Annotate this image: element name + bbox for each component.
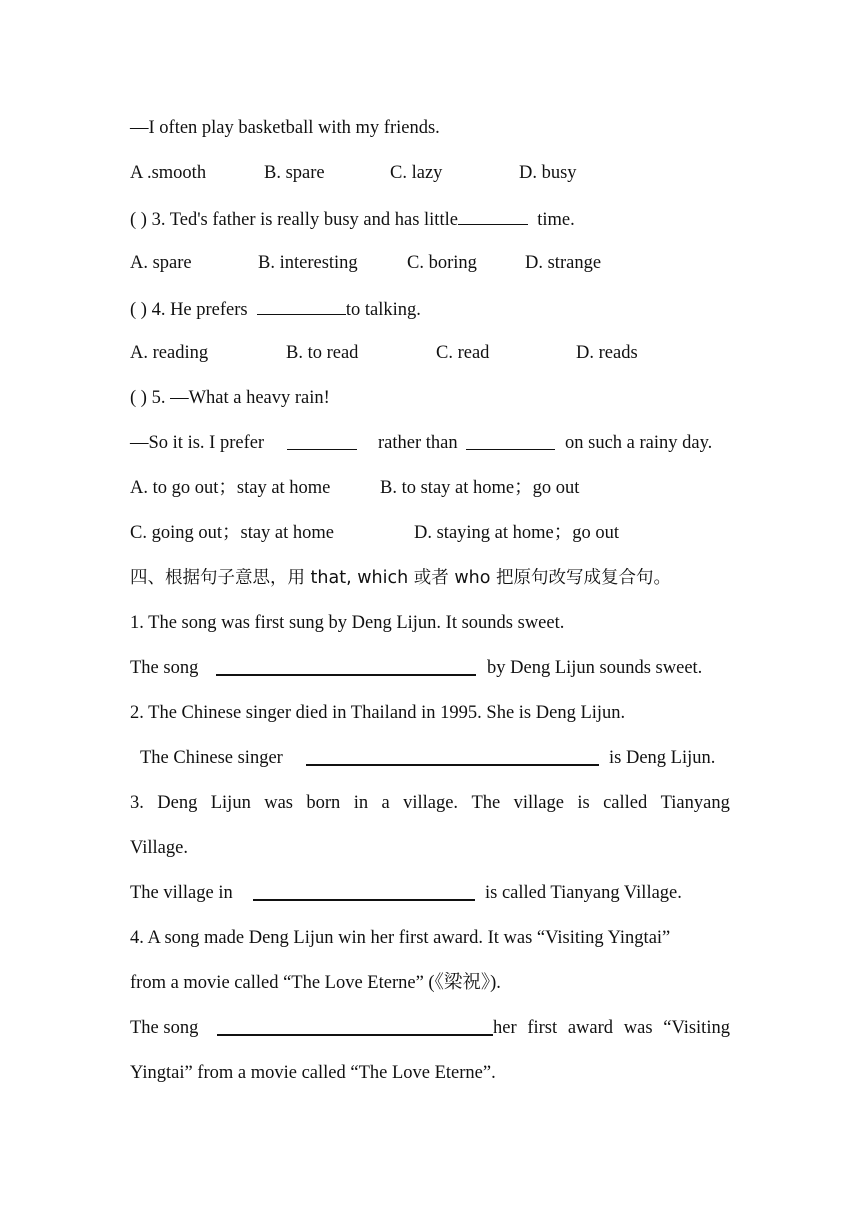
option-c[interactable]: C. boring bbox=[407, 253, 477, 273]
option-d[interactable]: D. busy bbox=[519, 163, 577, 183]
sentence-4-line-2: from a movie called “The Love Eterne” (《梁祝》). bbox=[130, 973, 501, 993]
rewrite-blank[interactable] bbox=[253, 881, 475, 901]
option-b[interactable]: B. to read bbox=[286, 343, 359, 363]
option-a[interactable]: A. spare bbox=[130, 253, 192, 273]
option-d[interactable]: D. strange bbox=[525, 253, 602, 273]
sentence-3-continued: Village. bbox=[130, 838, 188, 858]
sentence-3: 3. Deng Lijun was born in a village. The village is called Tianyang bbox=[130, 793, 730, 813]
sentence-1: 1. The song was first sung by Deng Lijun. It sounds sweet. bbox=[130, 613, 565, 633]
answer-blank-2[interactable] bbox=[466, 431, 555, 450]
sentence-4-rewrite-continued: Yingtai” from a movie called “The Love Eterne”. bbox=[130, 1063, 496, 1083]
option-c[interactable]: C. read bbox=[436, 343, 490, 363]
sentence-4-rewrite-tail: her first award was “Visiting bbox=[493, 1018, 730, 1038]
question-4-stem: ( ) 4. He prefers to talking. bbox=[130, 296, 730, 322]
answer-blank[interactable] bbox=[257, 296, 346, 315]
option-d[interactable]: D. reads bbox=[576, 343, 638, 363]
answer-blank-1[interactable] bbox=[287, 431, 357, 450]
rewrite-blank[interactable] bbox=[216, 656, 476, 676]
sentence-4-line-1: 4. A song made Deng Lijun win her first award. It was “Visiting Yingtai” bbox=[130, 928, 671, 948]
rewrite-blank[interactable] bbox=[217, 1016, 493, 1036]
option-a[interactable]: A. reading bbox=[130, 343, 209, 363]
question-3-stem: ( ) 3. Ted's father is really busy and has little time. bbox=[130, 206, 730, 232]
option-a[interactable]: A .smooth bbox=[130, 163, 207, 183]
sentence-2: 2. The Chinese singer died in Thailand in 1995. She is Deng Lijun. bbox=[130, 703, 626, 723]
worksheet-page: —I often play basketball with my friends. A .smooth B. spare C. lazy D. busy ( ) 3. Ted's father is really busy and has little time. A. spare B. interesting C. boring D. strange ( ) 4. He prefers to talking. A. reading B. to read C. read D. reads ( ) 5. —What a heavy rain! —So it is. I prefer rather than on such a rainy day. A. to go out；stay at home B. to stay at home；go out C. going out；stay at home D. staying at home；go out 四、根据句子意思，用 that, which 或者 who 把原句改写成复合句。 1. The song was first sung by Deng Lijun. It sounds sweet. The song by Deng Lijun sounds sweet. 2. The Chinese singer died in Thailand in 1995. She is Deng Lijun. The Chinese singer is Deng Lijun. 3. Deng Lijun was born in a village. The village is called Tianyang Village. The village in is called Tianyang Village. 4. A song made Deng Lijun win her first award. It was “Visiting Yingtai” from a movie called “The Love Eterne” (《梁祝》). The song her first award was “Visiting Yingtai” from a movie called “The Love Eterne”. bbox=[130, 118, 730, 1083]
option-b[interactable]: B. to stay at home；go out bbox=[380, 478, 580, 498]
question-5-stem: ( ) 5. —What a heavy rain! bbox=[130, 388, 330, 408]
answer-blank[interactable] bbox=[458, 206, 528, 225]
option-d[interactable]: D. staying at home；go out bbox=[414, 523, 620, 543]
rewrite-blank[interactable] bbox=[306, 746, 599, 766]
option-c[interactable]: C. going out；stay at home bbox=[130, 523, 334, 543]
option-b[interactable]: B. spare bbox=[264, 163, 325, 183]
option-c[interactable]: C. lazy bbox=[390, 163, 443, 183]
option-b[interactable]: B. interesting bbox=[258, 253, 358, 273]
dialogue-answer-line: —I often play basketball with my friends. bbox=[130, 118, 440, 138]
section-4-heading: 四、根据句子意思，用 that, which 或者 who 把原句改写成复合句。 bbox=[130, 568, 672, 588]
option-a[interactable]: A. to go out；stay at home bbox=[130, 478, 331, 498]
